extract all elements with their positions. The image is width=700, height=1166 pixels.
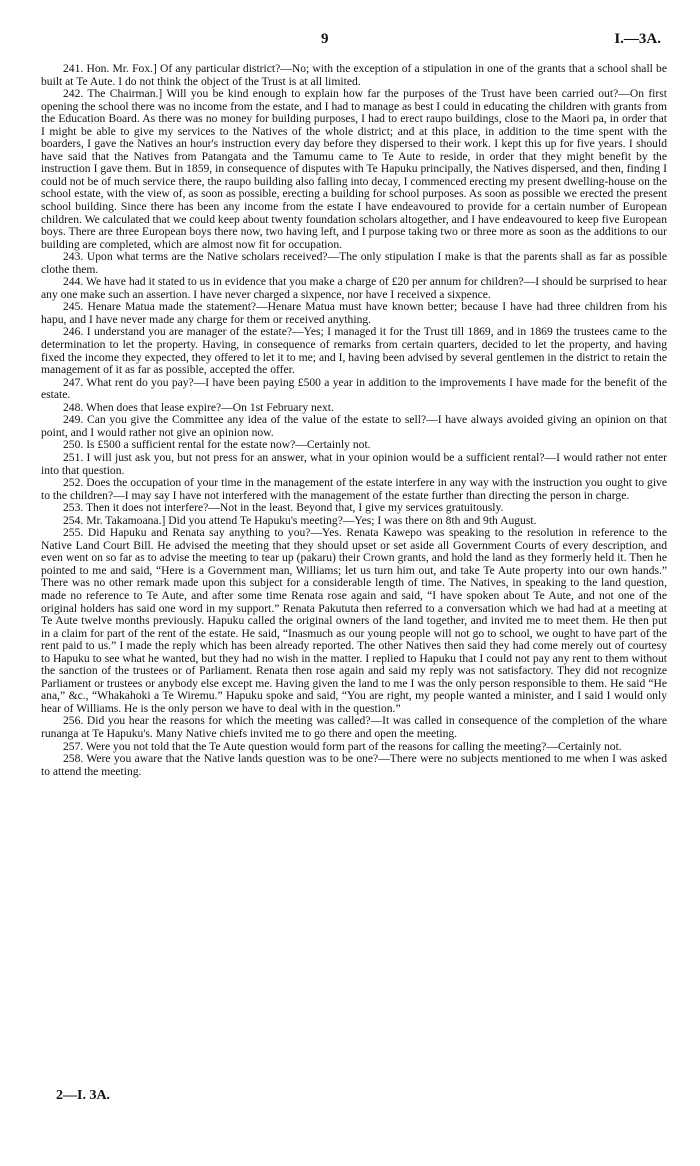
paragraph-245: 245. Henare Matua made the statement?—Henare Matua must have known better; because I have had three children from his hapu, and I have never made any charge for them or received anything. — [41, 300, 667, 326]
paragraph-249: 249. Can you give the Committee any idea of the value of the estate to sell?—I have always avoided giving an opinion on that point, and I would rather not give an opinion now. — [41, 413, 667, 439]
paragraph-250: 250. Is £500 a sufficient rental for the estate now?—Certainly not. — [63, 438, 371, 452]
signature-mark: 2—I. 3A. — [56, 1088, 111, 1103]
evidence-text — [41, 63, 667, 778]
paragraph-255: 255. Did Hapuku and Renata say anything to you?—Yes. Renata Kawepo was speaking to the resolution in reference to the Native Land Court Bill. He advised the meeting that they should upset or set aside all Government Courts of every description, and even went on so far as to advise the meeting to tear up (pakaru) their Crown grants, and hold the land as they formerly held it. Then he pointed to me and said, “Here is a Government man, Williams; let us turn him out, and take Te Aute property into our own hands.” There was no other remark made upon this subject for a considerable length of time. The Natives, in speaking to the land question, made no reference to Te Aute, and after some time Renata rose again and said, “I have spoken about Te Aute, and not one of the original holders has said one word in my support.” Renata Pakututa then referred to a conversation which we had had at a meeting at Te Aute twelve months previously. Hapuku called the original owners of the land together, and invited me to meet them. He then put in a claim for part of the rent of the estate. He said, “Inasmuch as our young people will not go to school, we ought to have part of the rent paid to us.” I made the reply which has been already reported. The other Natives then said they had come merely out of courtesy to Hapuku to see what he wanted, but they had no wish in the matter. I replied to Hapuku that I could not pay any rent to them without the sanction of the trustees or of Parliament. Renata then rose again and said my reply was not satisfactory. They did not recognize Parliament or trustees or anybody else except me. Having given the land to me I was the only person responsible to them. He said “He ana,” &c., “Whakahoki a Te Wiremu.” Hapuku spoke and said, “You are right, my people wanted a minister, and I said I would only hear of Williams. He is the only person we have to deal with in the question.” — [41, 526, 667, 715]
paragraph-253: 253. Then it does not interfere?—Not in the least. Beyond that, I give my services gratuitously. — [63, 501, 504, 515]
paragraph-242: 242. The Chairman.] Will you be kind enough to explain how far the purposes of the Trust have been carried out?—On first opening the school there was no income from the estate, and I had to manage as best I could in educating the children with grants from the Education Board. As there was no money for building purposes, I had to erect raupo buildings, close to the Maori pa, in order that I might be able to give my services to the Natives of the whole district; and at this place, in addition to the time spent with the boarders, I gave the Natives an hour's instruction every day before they dispersed to their work. I kept this up for five years. I should have said that the Natives from Patangata and the Tamumu came to Te Aute to reside, in order that they might benefit by the instruction I gave them. But in 1859, in consequence of disputes with Te Hapuku principally, the Natives dispersed, and then, finding I could not be of much service there, the raupo building also falling into decay, I commenced erecting my present dwelling-house on the school estate, with the view of, as soon as possible, erecting a building for school purposes. As soon as possible we erected the present school building. Since there has been any income from the estate I have endeavoured to provide for a certain number of European children. We calculated that we could keep about twenty foundation scholars altogether, and I have endeavoured to keep five European boys. There are three European boys there now, two having left, and I purpose taking two or three more as soon as the additions to our building are completed, which are almost now fit for occupation. — [41, 87, 667, 251]
paragraph-246: 246. I understand you are manager of the estate?—Yes; I managed it for the Trust till 1869, and in 1869 the trustees came to the determination to let the property. Having, in consequence of remarks from certain quarters, decided to let the property, and having fixed the income they expected, they offered to let it to me; and I, having been advised by several gentlemen in the district to retain the management of it as far as possible, accepted the offer. — [41, 325, 667, 377]
paragraph-244: 244. We have had it stated to us in evidence that you make a charge of £20 per annum for children?—I should be surprised to hear any one make such an assertion. I have never charged a sixpence, nor have I received a sixpence. — [41, 275, 667, 301]
paragraph-254: 254. Mr. Takamoana.] Did you attend Te Hapuku's meeting?—Yes; I was there on 8th and 9th August. — [63, 513, 537, 527]
document-reference: I.—3A. — [614, 31, 661, 47]
paragraph-248: 248. When does that lease expire?—On 1st February next. — [63, 400, 334, 414]
paragraph-241: 241. Hon. Mr. Fox.] Of any particular district?—No; with the exception of a stipulation in one of the grants that a school shall be built at Te Aute. I do not think the object of the Trust is at all limited. — [41, 62, 667, 88]
paragraph-243: 243. Upon what terms are the Native scholars received?—The only stipulation I make is that the parents shall as far as possible clothe them. — [41, 250, 667, 276]
paragraph-256: 256. Did you hear the reasons for which the meeting was called?—It was called in consequence of the completion of the whare runanga at Te Hapuku's. Many Native chiefs invited me to go there and open the meeting. — [41, 714, 667, 740]
paragraph-247: 247. What rent do you pay?—I have been paying £500 a year in addition to the improvements I have made for the benefit of the estate. — [41, 375, 667, 402]
paragraph-251: 251. I will just ask you, but not press for an answer, what in your opinion would be a sufficient rental?—I would rather not enter into that question. — [41, 450, 667, 477]
paragraph-252: 252. Does the occupation of your time in the management of the estate interfere in any way with the instruction you ought to give to the children?—I may say I have not interfered with the management of the estate further than directing the person in charge. — [41, 476, 667, 502]
paragraph-258: 258. Were you aware that the Native lands question was to be one?—There were no subjects mentioned to me when I was asked to attend the meeting. — [41, 752, 667, 778]
page-number: 9 — [321, 31, 329, 47]
page-header — [0, 31, 700, 49]
paragraph-257: 257. Were you not told that the Te Aute question would form part of the reasons for calling the meeting?—Certainly not. — [63, 739, 622, 753]
